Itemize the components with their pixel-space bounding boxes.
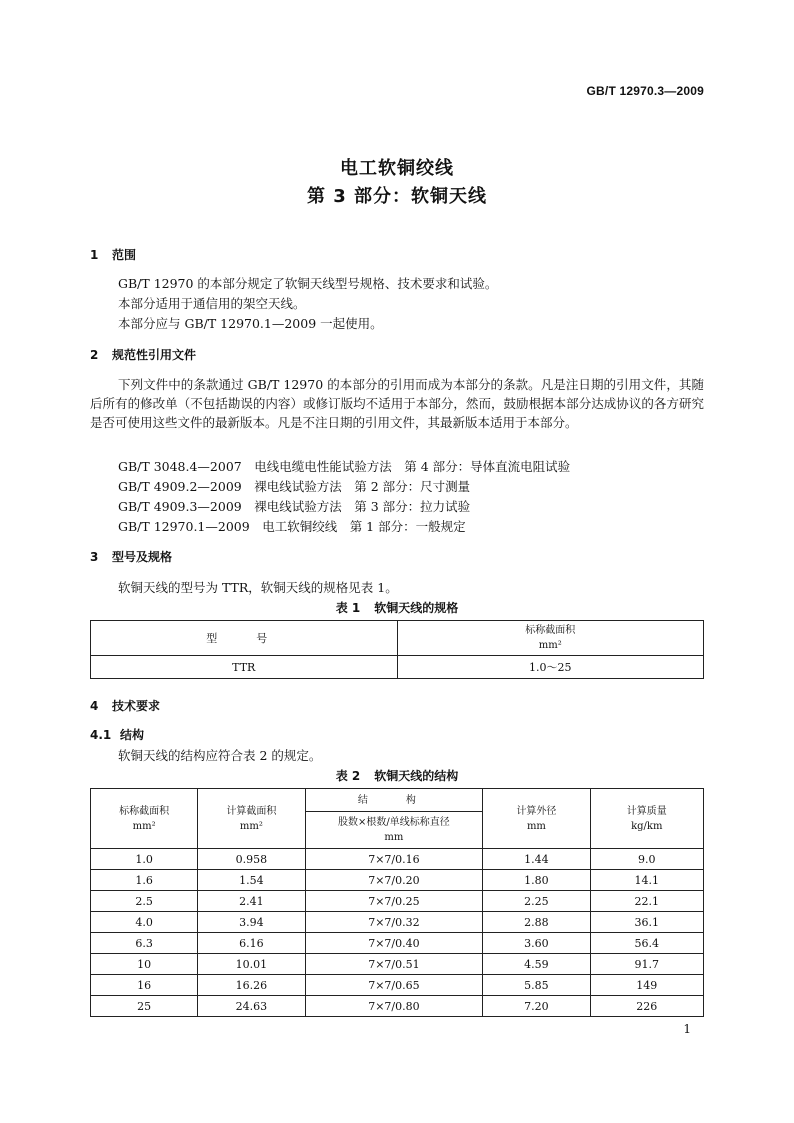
section-number: 4.1 <box>90 728 112 742</box>
model-para: 软铜天线的型号为 TTR，软铜天线的规格见表 1。 <box>118 580 398 595</box>
table-cell: 7×7/0.16 <box>305 849 483 870</box>
header-label: 标称截面积 <box>525 625 576 636</box>
section-2-heading <box>90 346 196 363</box>
table-header <box>397 621 704 656</box>
scope-para-3: 本部分应与 GB/T 12970.1—2009 一起使用。 <box>118 316 383 331</box>
table-cell: 7×7/0.32 <box>305 912 483 933</box>
reference-item: GB/T 4909.2—2009 裸电线试验方法 第 2 部分：尺寸测量 <box>118 479 471 494</box>
table-cell: 25 <box>91 996 198 1017</box>
table-caption-title: 软铜天线的结构 <box>374 769 459 783</box>
table-cell: 91.7 <box>590 954 703 975</box>
table-2 <box>90 788 704 1017</box>
scope-para-2: 本部分适用于通信用的架空天线。 <box>118 296 306 311</box>
table-cell: 5.85 <box>483 975 590 996</box>
table-cell: 7×7/0.20 <box>305 870 483 891</box>
section-title: 范围 <box>112 248 137 262</box>
table-header: 标称截面积 mm² <box>91 789 198 849</box>
document-title: 电工软铜绞线 <box>340 158 454 179</box>
table-cell: 24.63 <box>198 996 305 1017</box>
reference-item: GB/T 3048.4—2007 电线电缆电性能试验方法 第 4 部分：导体直流电阻试验 <box>118 459 571 474</box>
table-2-caption <box>0 767 794 784</box>
table-cell: 16 <box>91 975 198 996</box>
table-cell: 1.44 <box>483 849 590 870</box>
section-title: 型号及规格 <box>112 550 173 564</box>
section-number: 1 <box>90 248 99 262</box>
table-row <box>91 849 704 870</box>
standard-number: GB/T 12970.3—2009 <box>586 84 704 98</box>
scope-para-1: GB/T 12970 的本部分规定了软铜天线型号规格、技术要求和试验。 <box>118 276 498 291</box>
table-caption-number: 表 1 <box>335 601 361 615</box>
table-cell: 6.3 <box>91 933 198 954</box>
table-cell: 22.1 <box>590 891 703 912</box>
table-header: 型 号 <box>91 621 398 656</box>
table-cell: 149 <box>590 975 703 996</box>
table-row <box>91 891 704 912</box>
section-number: 4 <box>90 699 99 713</box>
table-cell: 1.0 <box>91 849 198 870</box>
table-1 <box>90 620 704 679</box>
header-unit: mm² <box>538 640 562 651</box>
table-cell: 10.01 <box>198 954 305 975</box>
table-row <box>91 870 704 891</box>
table-header: 计算外径 mm <box>483 789 590 849</box>
table-cell: 7×7/0.40 <box>305 933 483 954</box>
table-cell: 56.4 <box>590 933 703 954</box>
table-row <box>91 954 704 975</box>
reference-item: GB/T 4909.3—2009 裸电线试验方法 第 3 部分：拉力试验 <box>118 499 471 514</box>
table-cell: 7×7/0.65 <box>305 975 483 996</box>
table-header: 计算截面积 mm² <box>198 789 305 849</box>
page-number: 1 <box>683 1022 691 1036</box>
section-4-heading <box>90 697 160 714</box>
table-cell: 7×7/0.51 <box>305 954 483 975</box>
table-cell: 2.88 <box>483 912 590 933</box>
table-caption-number: 表 2 <box>335 769 361 783</box>
table-cell: TTR <box>91 656 398 679</box>
table-row <box>91 912 704 933</box>
table-cell: 1.80 <box>483 870 590 891</box>
section-title: 规范性引用文件 <box>112 348 197 362</box>
table-cell: 16.26 <box>198 975 305 996</box>
section-number: 3 <box>90 550 99 564</box>
table-cell: 4.0 <box>91 912 198 933</box>
table-cell: 2.5 <box>91 891 198 912</box>
table-cell: 14.1 <box>590 870 703 891</box>
table-1-caption <box>0 599 794 616</box>
table-cell: 1.6 <box>91 870 198 891</box>
section-4-1-heading <box>90 726 144 743</box>
table-cell: 9.0 <box>590 849 703 870</box>
table-cell: 10 <box>91 954 198 975</box>
document-subtitle: 第 3 部分：软铜天线 <box>306 186 488 207</box>
table-cell: 7×7/0.25 <box>305 891 483 912</box>
table-cell: 2.41 <box>198 891 305 912</box>
table-cell: 226 <box>590 996 703 1017</box>
table-cell: 4.59 <box>483 954 590 975</box>
table-cell: 7×7/0.80 <box>305 996 483 1017</box>
table-row <box>91 996 704 1017</box>
table-cell: 1.0～25 <box>397 656 704 679</box>
table-row <box>91 975 704 996</box>
section-3-heading <box>90 548 172 565</box>
table-header: 结 构 <box>305 789 483 812</box>
references-intro: 下列文件中的条款通过 GB/T 12970 的本部分的引用而成为本部分的条款。凡是注日期的引用文件，其随后所有的修改单（不包括勘误的内容）或修订版均不适用于本部分，然而，鼓励根据本部分达成协议的各方研究是否可使用这些文件的最新版本。凡是不注日期的引用文件，其最新版本适用于本部分。 <box>90 377 704 430</box>
table-subheader: 股数×根数/单线标称直径 mm <box>305 812 483 849</box>
reference-item: GB/T 12970.1—2009 电工软铜绞线 第 1 部分：一般规定 <box>118 519 466 534</box>
table-cell: 3.60 <box>483 933 590 954</box>
section-1-heading <box>90 246 136 263</box>
section-title: 技术要求 <box>112 699 161 713</box>
table-cell: 6.16 <box>198 933 305 954</box>
table-cell: 0.958 <box>198 849 305 870</box>
section-title: 结构 <box>120 728 145 742</box>
table-cell: 36.1 <box>590 912 703 933</box>
table-cell: 2.25 <box>483 891 590 912</box>
table-row <box>91 933 704 954</box>
table-cell: 3.94 <box>198 912 305 933</box>
section-number: 2 <box>90 348 99 362</box>
table-header: 计算质量 kg/km <box>590 789 703 849</box>
table-cell: 7.20 <box>483 996 590 1017</box>
structure-para: 软铜天线的结构应符合表 2 的规定。 <box>118 748 322 763</box>
table-row <box>91 656 704 679</box>
table-caption-title: 软铜天线的规格 <box>374 601 459 615</box>
table-cell: 1.54 <box>198 870 305 891</box>
